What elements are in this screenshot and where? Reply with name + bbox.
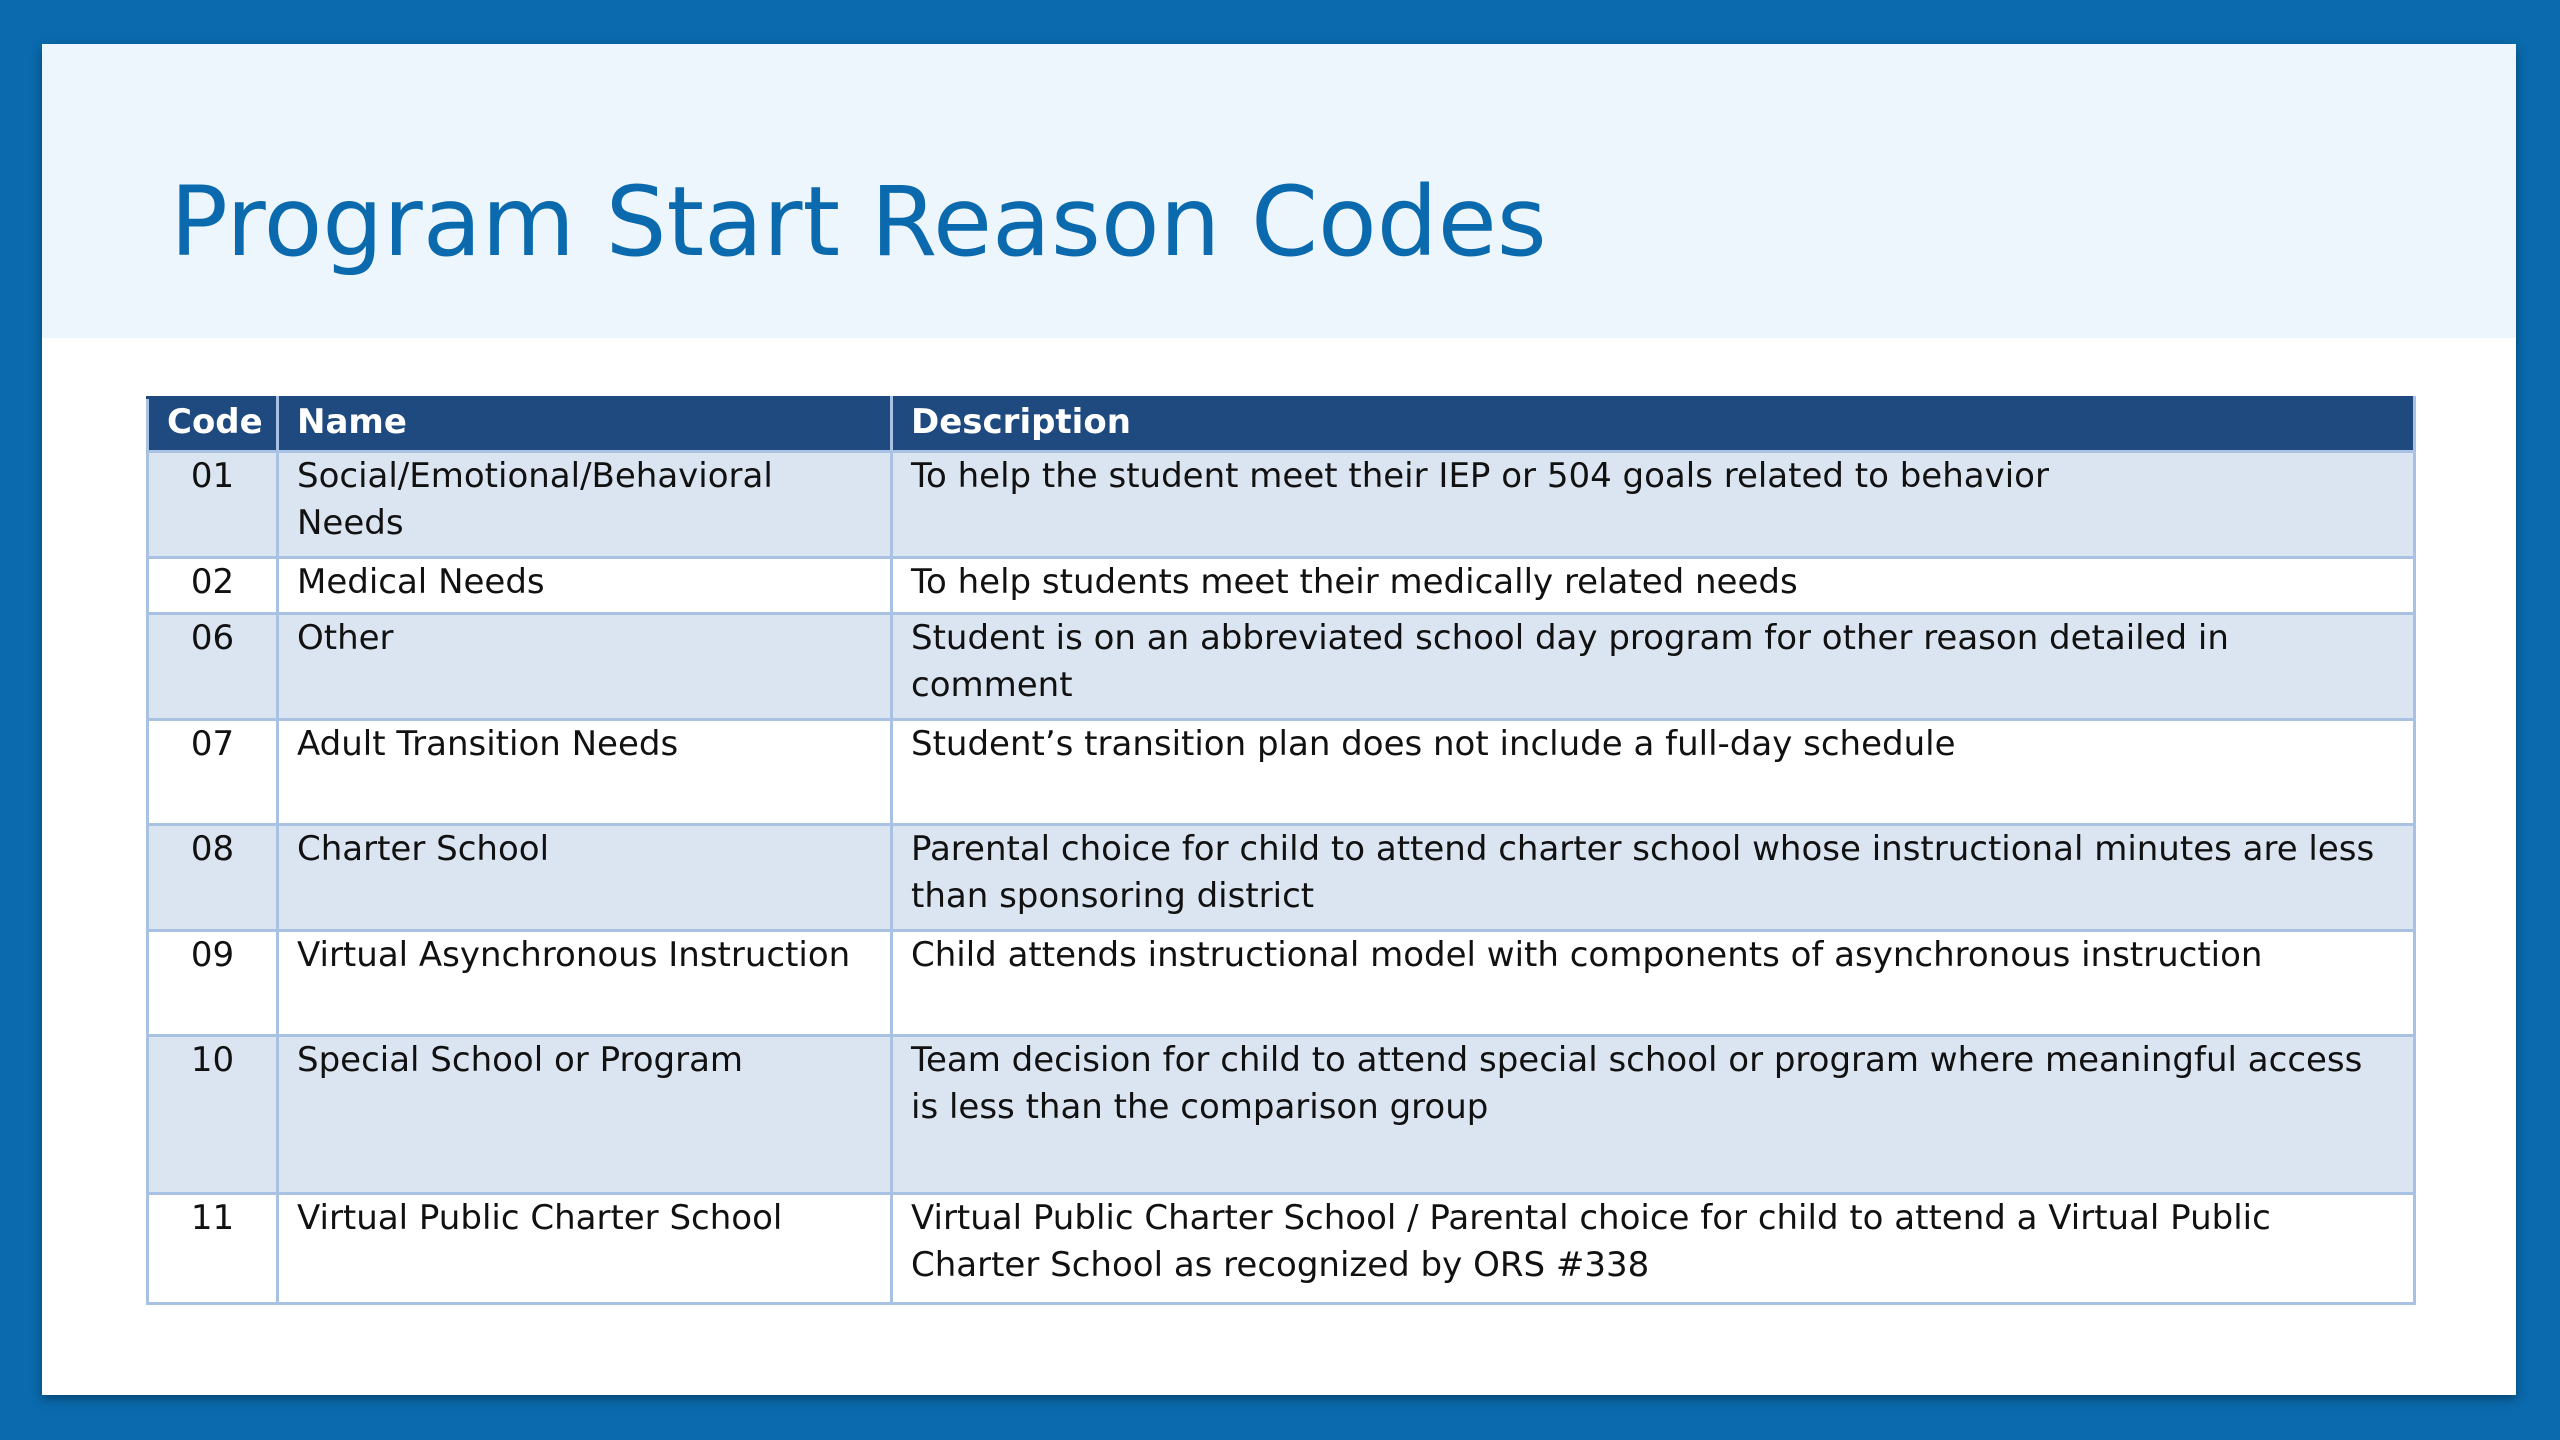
table-header-row xyxy=(148,398,2415,452)
cell-description: Parental choice for child to attend charter school whose instructional minutes are less than sponsoring district xyxy=(892,825,2415,931)
cell-description: Student is on an abbreviated school day program for other reason detailed in comment xyxy=(892,614,2415,720)
cell-description: Child attends instructional model with components of asynchronous instruction xyxy=(892,931,2415,1036)
cell-code: 08 xyxy=(148,825,278,931)
slide xyxy=(42,44,2516,1395)
cell-code: 02 xyxy=(148,558,278,614)
table-row xyxy=(148,825,2415,931)
cell-name: Charter School xyxy=(278,825,892,931)
cell-name: Medical Needs xyxy=(278,558,892,614)
header-code: Code xyxy=(148,398,278,452)
cell-name: Social/Emotional/Behavioral Needs xyxy=(278,452,892,558)
cell-code: 10 xyxy=(148,1036,278,1194)
table-row xyxy=(148,452,2415,558)
cell-code: 01 xyxy=(148,452,278,558)
cell-code: 07 xyxy=(148,720,278,825)
table-row xyxy=(148,1036,2415,1194)
cell-name: Virtual Public Charter School xyxy=(278,1194,892,1304)
table-row xyxy=(148,1194,2415,1304)
cell-name: Virtual Asynchronous Instruction xyxy=(278,931,892,1036)
cell-code: 06 xyxy=(148,614,278,720)
cell-name: Adult Transition Needs xyxy=(278,720,892,825)
header-name: Name xyxy=(278,398,892,452)
table-row xyxy=(148,558,2415,614)
reason-codes-table xyxy=(146,396,2416,1305)
table-row xyxy=(148,614,2415,720)
cell-description: Student’s transition plan does not include a full-day schedule xyxy=(892,720,2415,825)
cell-name: Special School or Program xyxy=(278,1036,892,1194)
cell-code: 09 xyxy=(148,931,278,1036)
cell-description: Team decision for child to attend special school or program where meaningful access is less than the comparison group xyxy=(892,1036,2415,1194)
cell-description: Virtual Public Charter School / Parental choice for child to attend a Virtual Public Charter School as recognized by ORS #338 xyxy=(892,1194,2415,1304)
title-band xyxy=(42,44,2516,338)
table-row xyxy=(148,931,2415,1036)
cell-code: 11 xyxy=(148,1194,278,1304)
cell-name: Other xyxy=(278,614,892,720)
table-row xyxy=(148,720,2415,825)
header-description: Description xyxy=(892,398,2415,452)
slide-title: Program Start Reason Codes xyxy=(170,166,1547,278)
cell-description: To help students meet their medically related needs xyxy=(892,558,2415,614)
cell-description: To help the student meet their IEP or 504 goals related to behavior xyxy=(892,452,2415,558)
